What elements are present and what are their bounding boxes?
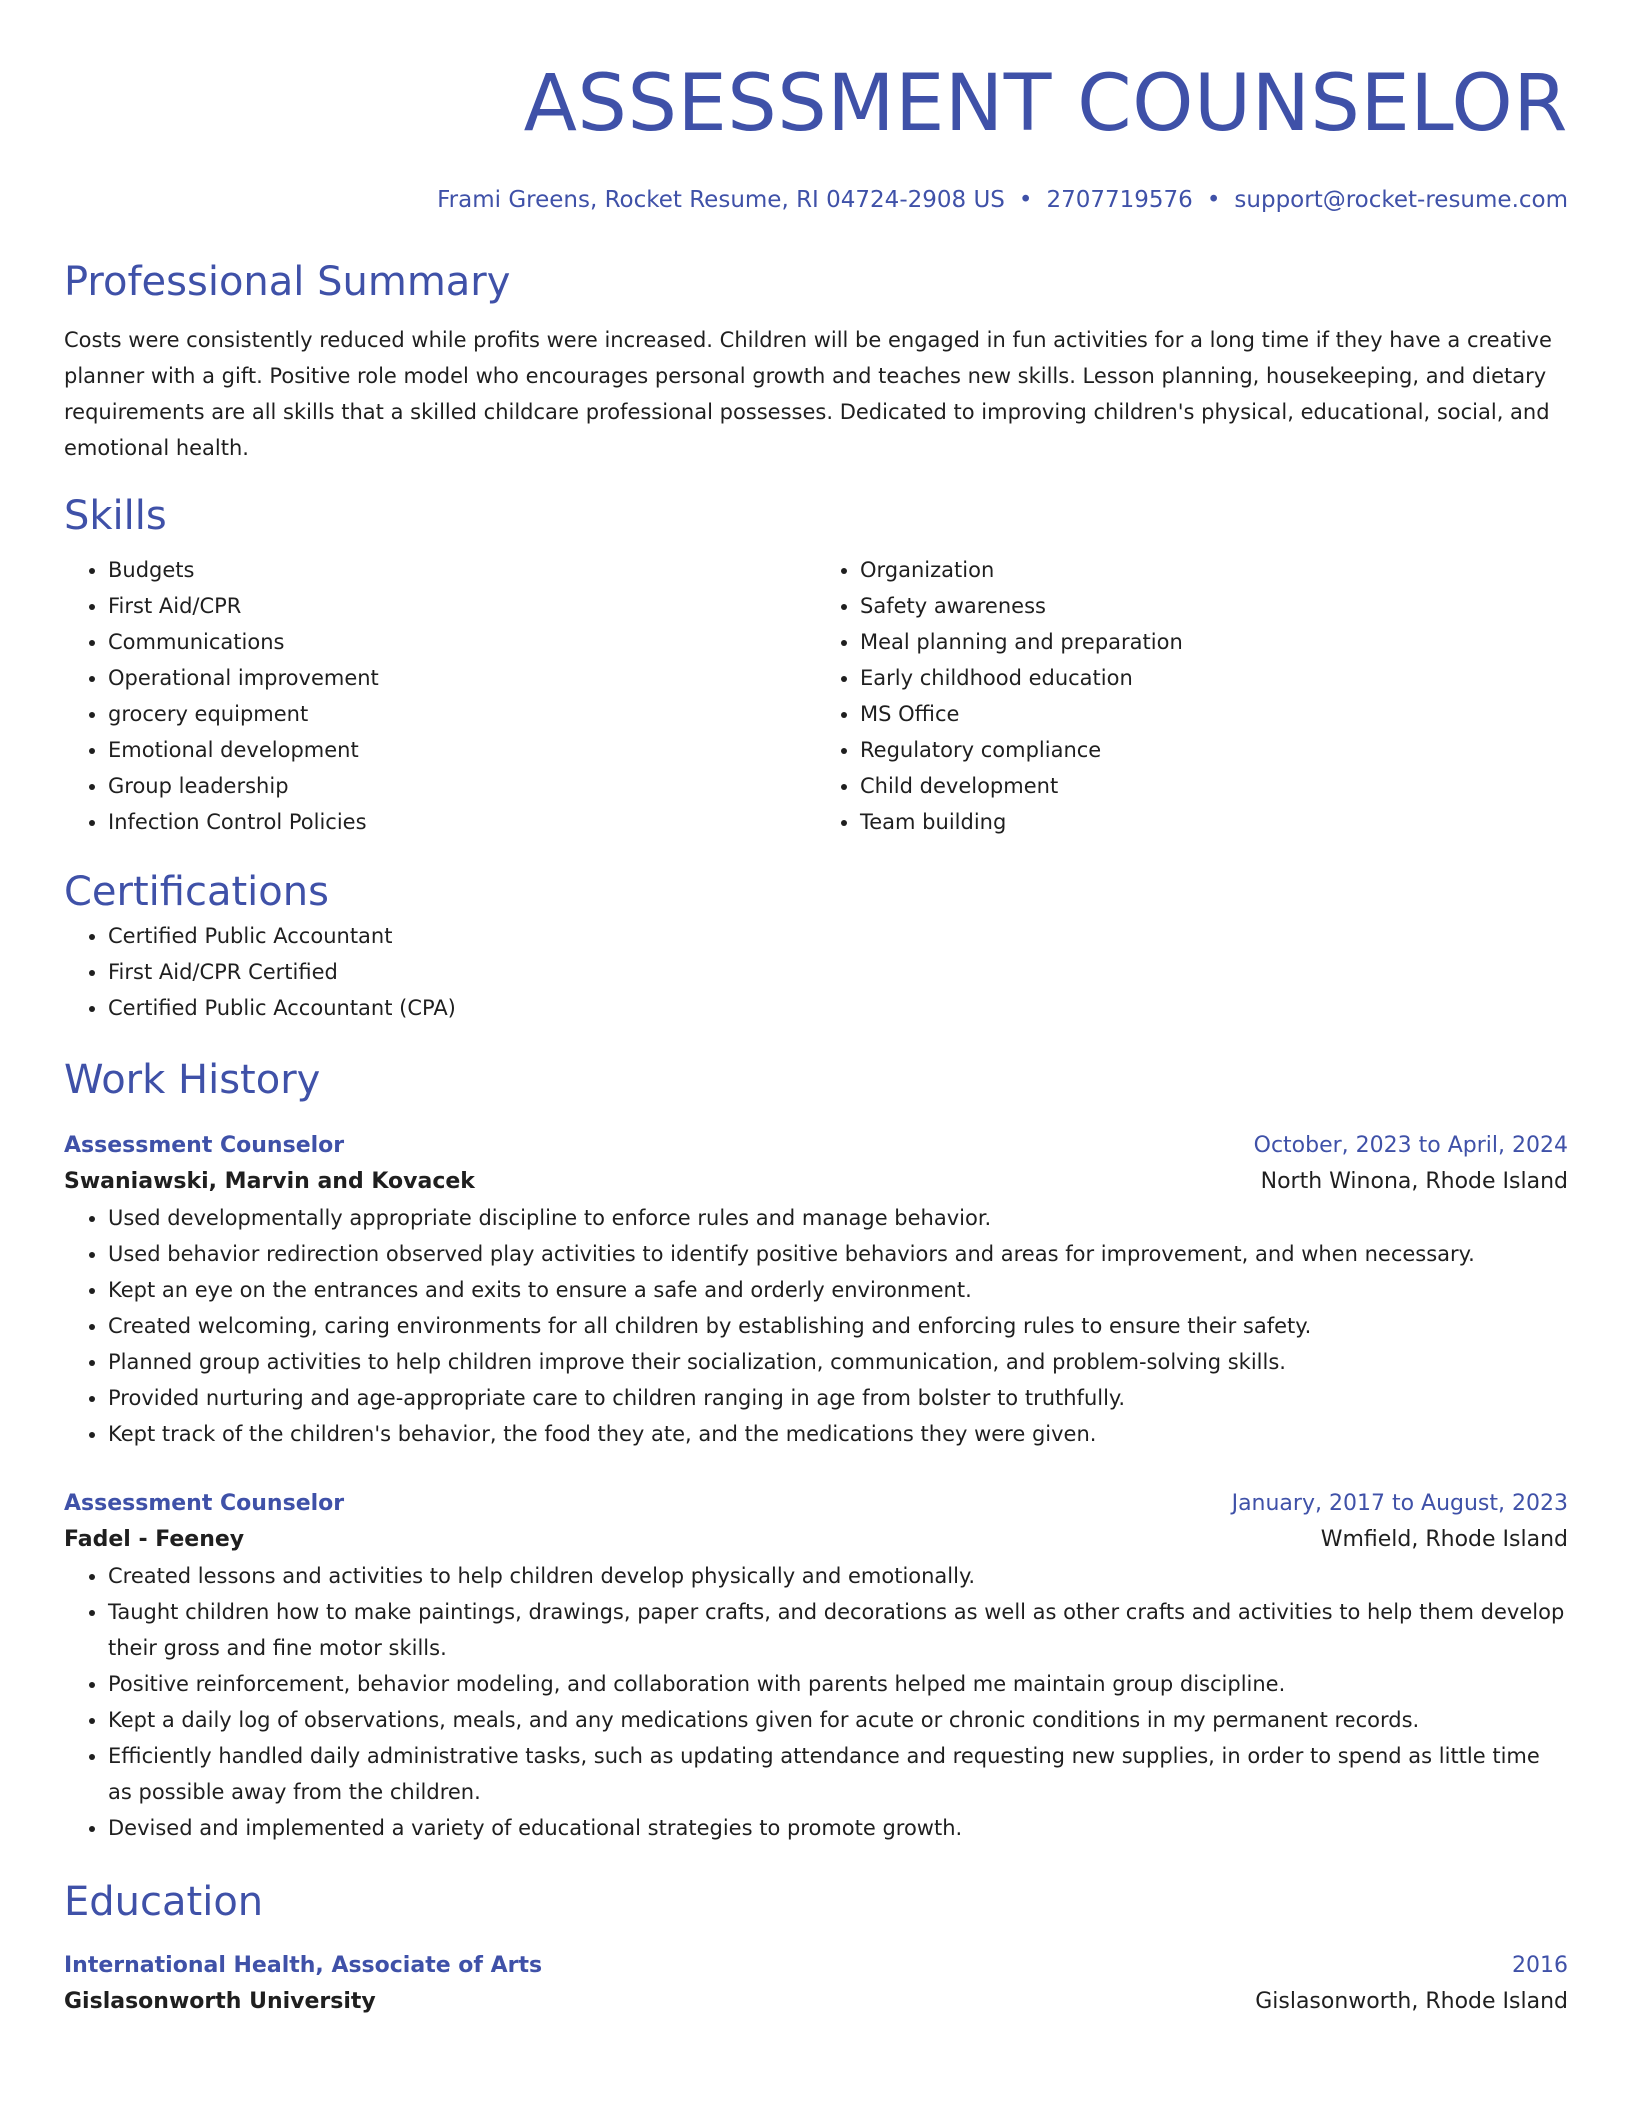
job-entry <box>64 1128 1568 1452</box>
job-duty: • Kept track of the children's behavior, the food they ate, and the medications they were given. <box>108 1416 1568 1452</box>
certifications-list <box>64 918 1568 1026</box>
job-header-row <box>64 1486 1568 1522</box>
job-dates: October, 2023 to April, 2024 <box>1253 1133 1568 1158</box>
skill-item: • Team building <box>860 804 1568 840</box>
certification-item: • First Aid/CPR Certified <box>108 954 1568 990</box>
skills-list-left <box>64 552 816 840</box>
contact-phone: 2707719576 <box>1046 187 1193 213</box>
job-duty: • Provided nurturing and age-appropriate care to children ranging in age from bolster to truthfully. <box>108 1380 1568 1416</box>
job-duties-list <box>64 1200 1568 1452</box>
job-duty: • Kept a daily log of observations, meals, and any medications given for acute or chronic conditions in my permanent records. <box>108 1702 1568 1738</box>
summary-text: Costs were consistently reduced while profits were increased. Children will be engaged in fun activities for a long time if they have a creative planner with a gift. Positive role model who encourages personal growth and teaches new skills. Lesson planning, housekeeping, and dietary requirements are all skills that a skilled childcare professional possesses. Dedicated to improving children's physical, educational, social, and emotional health. <box>64 328 1552 460</box>
job-duties-list <box>64 1558 1568 1846</box>
job-location: Wmfield, Rhode Island <box>1320 1527 1568 1552</box>
job-header-row <box>64 1128 1568 1164</box>
summary-heading: Professional Summary <box>64 259 511 305</box>
contact-line <box>64 184 1568 216</box>
contact-separator: • <box>1206 187 1221 213</box>
skill-item: • grocery equipment <box>108 696 816 732</box>
job-duty: • Used behavior redirection observed play activities to identify positive behaviors and areas for improvement, and when necessary. <box>108 1236 1568 1272</box>
skill-item: • Emotional development <box>108 732 816 768</box>
job-duty: • Taught children how to make paintings, drawings, paper crafts, and decorations as well as other crafts and activities to help them develop their gross and fine motor skills. <box>108 1594 1568 1666</box>
job-company: Swaniawski, Marvin and Kovacek <box>64 1169 475 1194</box>
job-dates: January, 2017 to August, 2023 <box>1231 1491 1568 1516</box>
contact-separator: • <box>1018 187 1033 213</box>
job-company: Fadel - Feeney <box>64 1527 245 1552</box>
skill-item: • First Aid/CPR <box>108 588 816 624</box>
contact-email: support@rocket-resume.com <box>1234 187 1568 213</box>
education-header-row <box>64 1948 1568 1984</box>
job-duty: • Positive reinforcement, behavior modeling, and collaboration with parents helped me maintain group discipline. <box>108 1666 1568 1702</box>
skill-item: • Regulatory compliance <box>860 732 1568 768</box>
skill-item: • Safety awareness <box>860 588 1568 624</box>
education-entry <box>64 1948 1568 2020</box>
job-duty: • Used developmentally appropriate discipline to enforce rules and manage behavior. <box>108 1200 1568 1236</box>
contact-address: Frami Greens, Rocket Resume, RI 04724-2908 US <box>437 187 1005 213</box>
resume-page <box>64 0 1568 2020</box>
job-company-row <box>64 1164 1568 1200</box>
education-year: 2016 <box>1512 1953 1568 1978</box>
education-school: Gislasonworth University <box>64 1989 376 2014</box>
job-entry <box>64 1486 1568 1846</box>
certification-item: • Certified Public Accountant (CPA) <box>108 990 1568 1026</box>
work-history-heading: Work History <box>64 1057 321 1103</box>
job-duty: • Efficiently handled daily administrative tasks, such as updating attendance and requesting new supplies, in order to spend as little time as possible away from the children. <box>108 1738 1568 1810</box>
job-role: Assessment Counselor <box>64 1133 345 1158</box>
skill-item: • Organization <box>860 552 1568 588</box>
skill-item: • Group leadership <box>108 768 816 804</box>
job-duty: • Planned group activities to help children improve their socialization, communication, and problem-solving skills. <box>108 1344 1568 1380</box>
skills-grid <box>64 552 1568 840</box>
skills-heading: Skills <box>64 493 167 539</box>
education-location: Gislasonworth, Rhode Island <box>1255 1989 1568 2014</box>
skill-item: • Operational improvement <box>108 660 816 696</box>
skill-item: • MS Office <box>860 696 1568 732</box>
job-role: Assessment Counselor <box>64 1491 345 1516</box>
skill-item: • Communications <box>108 624 816 660</box>
job-duty: • Devised and implemented a variety of educational strategies to promote growth. <box>108 1810 1568 1846</box>
certifications-heading: Certifications <box>64 869 329 915</box>
skill-item: • Early childhood education <box>860 660 1568 696</box>
job-duty: • Created welcoming, caring environments for all children by establishing and enforcing rules to ensure their safety. <box>108 1308 1568 1344</box>
skill-item: • Child development <box>860 768 1568 804</box>
job-location: North Winona, Rhode Island <box>1260 1169 1568 1194</box>
job-company-row <box>64 1522 1568 1558</box>
job-duty: • Kept an eye on the entrances and exits to ensure a safe and orderly environment. <box>108 1272 1568 1308</box>
education-degree: International Health, Associate of Arts <box>64 1953 543 1978</box>
certification-item: • Certified Public Accountant <box>108 918 1568 954</box>
resume-title: ASSESSMENT COUNSELOR <box>523 59 1568 149</box>
skills-list-right <box>816 552 1568 840</box>
skill-item: • Budgets <box>108 552 816 588</box>
job-duty: • Created lessons and activities to help children develop physically and emotionally. <box>108 1558 1568 1594</box>
education-heading: Education <box>64 1879 264 1925</box>
education-school-row <box>64 1984 1568 2020</box>
skill-item: • Meal planning and preparation <box>860 624 1568 660</box>
skill-item: • Infection Control Policies <box>108 804 816 840</box>
